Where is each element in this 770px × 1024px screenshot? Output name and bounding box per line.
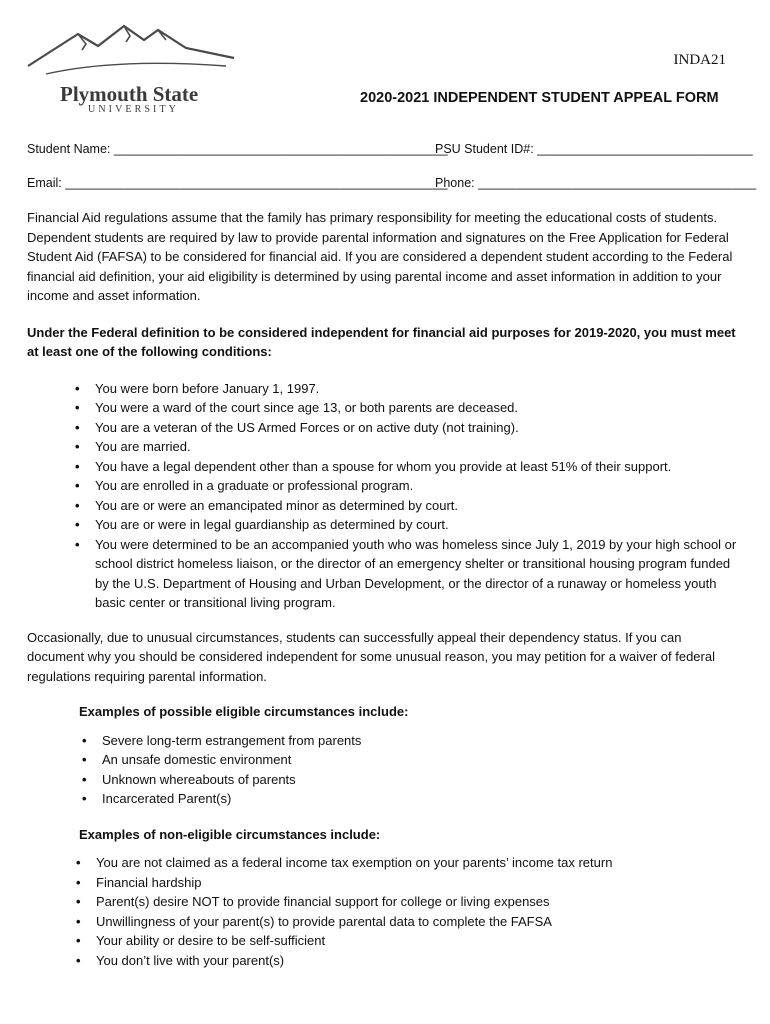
list-item: • Your ability or desire to be self-sufficient xyxy=(96,931,742,951)
list-item: • Severe long-term estrangement from parents xyxy=(102,731,742,751)
list-item: • You are married. xyxy=(95,437,742,457)
eligible-list xyxy=(27,731,742,809)
form-body xyxy=(27,208,742,970)
list-item: • You were born before January 1, 1997. xyxy=(95,379,742,399)
list-item: • An unsafe domestic environment xyxy=(102,750,742,770)
page-title: 2020-2021 INDEPENDENT STUDENT APPEAL FORM xyxy=(360,90,719,106)
list-item: • You don’t live with your parent(s) xyxy=(96,951,742,971)
intro-paragraph: Financial Aid regulations assume that the family has primary responsibility for meeting the educational costs of students. Dependent students are required by law to provide parental information and signatures on the Free Application for Federal Student Aid (FAFSA) to be considered for financial aid. If you are considered a dependent student according to the Federal financial aid definition, your aid eligibility is determined by using parental income and asset information in addition to your income and asset information. xyxy=(27,210,733,303)
list-item: • You are not claimed as a federal income tax exemption on your parents’ income tax return xyxy=(96,853,742,873)
list-item: • Incarcerated Parent(s) xyxy=(102,789,742,809)
student-id-field[interactable]: PSU Student ID#: _______________________________ xyxy=(435,142,753,156)
list-item: • You are enrolled in a graduate or professional program. xyxy=(95,476,742,496)
unusual-paragraph: Occasionally, due to unusual circumstances, students can successfully appeal their dependency status. If you can document why you should be considered independent for some unusual reason, you may petition for a waiver of federal regulations requiring parental information. xyxy=(27,629,715,684)
eligible-heading: Examples of possible eligible circumstances include: xyxy=(79,704,409,719)
university-logo xyxy=(26,22,236,115)
list-item: • You were determined to be an accompanied youth who was homeless since July 1, 2019 by your high school or school district homeless liaison, or the director of an emergency shelter or transitional housing program funded by the U.S. Department of Housing and Urban Development, or the director of a runaway or homeless youth basic center or transitional living program. xyxy=(95,535,742,613)
list-item: • You are a veteran of the US Armed Forces or on active duty (not training). xyxy=(95,418,742,438)
list-item: • You are or were an emancipated minor as determined by court. xyxy=(95,496,742,516)
list-item: • You have a legal dependent other than a spouse for whom you provide at least 51% of their support. xyxy=(95,457,742,477)
mountains-icon xyxy=(26,22,236,82)
phone-field[interactable]: Phone: ________________________________________ xyxy=(435,176,757,190)
list-item: • Unwillingness of your parent(s) to provide parental data to complete the FAFSA xyxy=(96,912,742,932)
non-eligible-heading: Examples of non-eligible circumstances include: xyxy=(79,826,381,842)
email-field[interactable]: Email: _______________________________________________________ xyxy=(27,176,448,190)
list-item: • You are or were in legal guardianship as determined by court. xyxy=(95,515,742,535)
form-code: INDA21 xyxy=(673,52,726,68)
student-name-field[interactable]: Student Name: ________________________________________________ xyxy=(27,142,448,156)
non-eligible-list xyxy=(27,853,742,970)
logo-sub: UNIVERSITY xyxy=(88,104,179,115)
logo-name: Plymouth State xyxy=(60,82,199,106)
conditions-list xyxy=(27,379,742,613)
list-item: • Unknown whereabouts of parents xyxy=(102,770,742,790)
list-item: • You were a ward of the court since age 13, or both parents are deceased. xyxy=(95,398,742,418)
conditions-heading: Under the Federal definition to be considered independent for financial aid purposes for 2019-2020, you must meet at least one of the following conditions: xyxy=(27,324,736,359)
list-item: • Parent(s) desire NOT to provide financial support for college or living expenses xyxy=(96,892,742,912)
list-item: • Financial hardship xyxy=(96,873,742,893)
